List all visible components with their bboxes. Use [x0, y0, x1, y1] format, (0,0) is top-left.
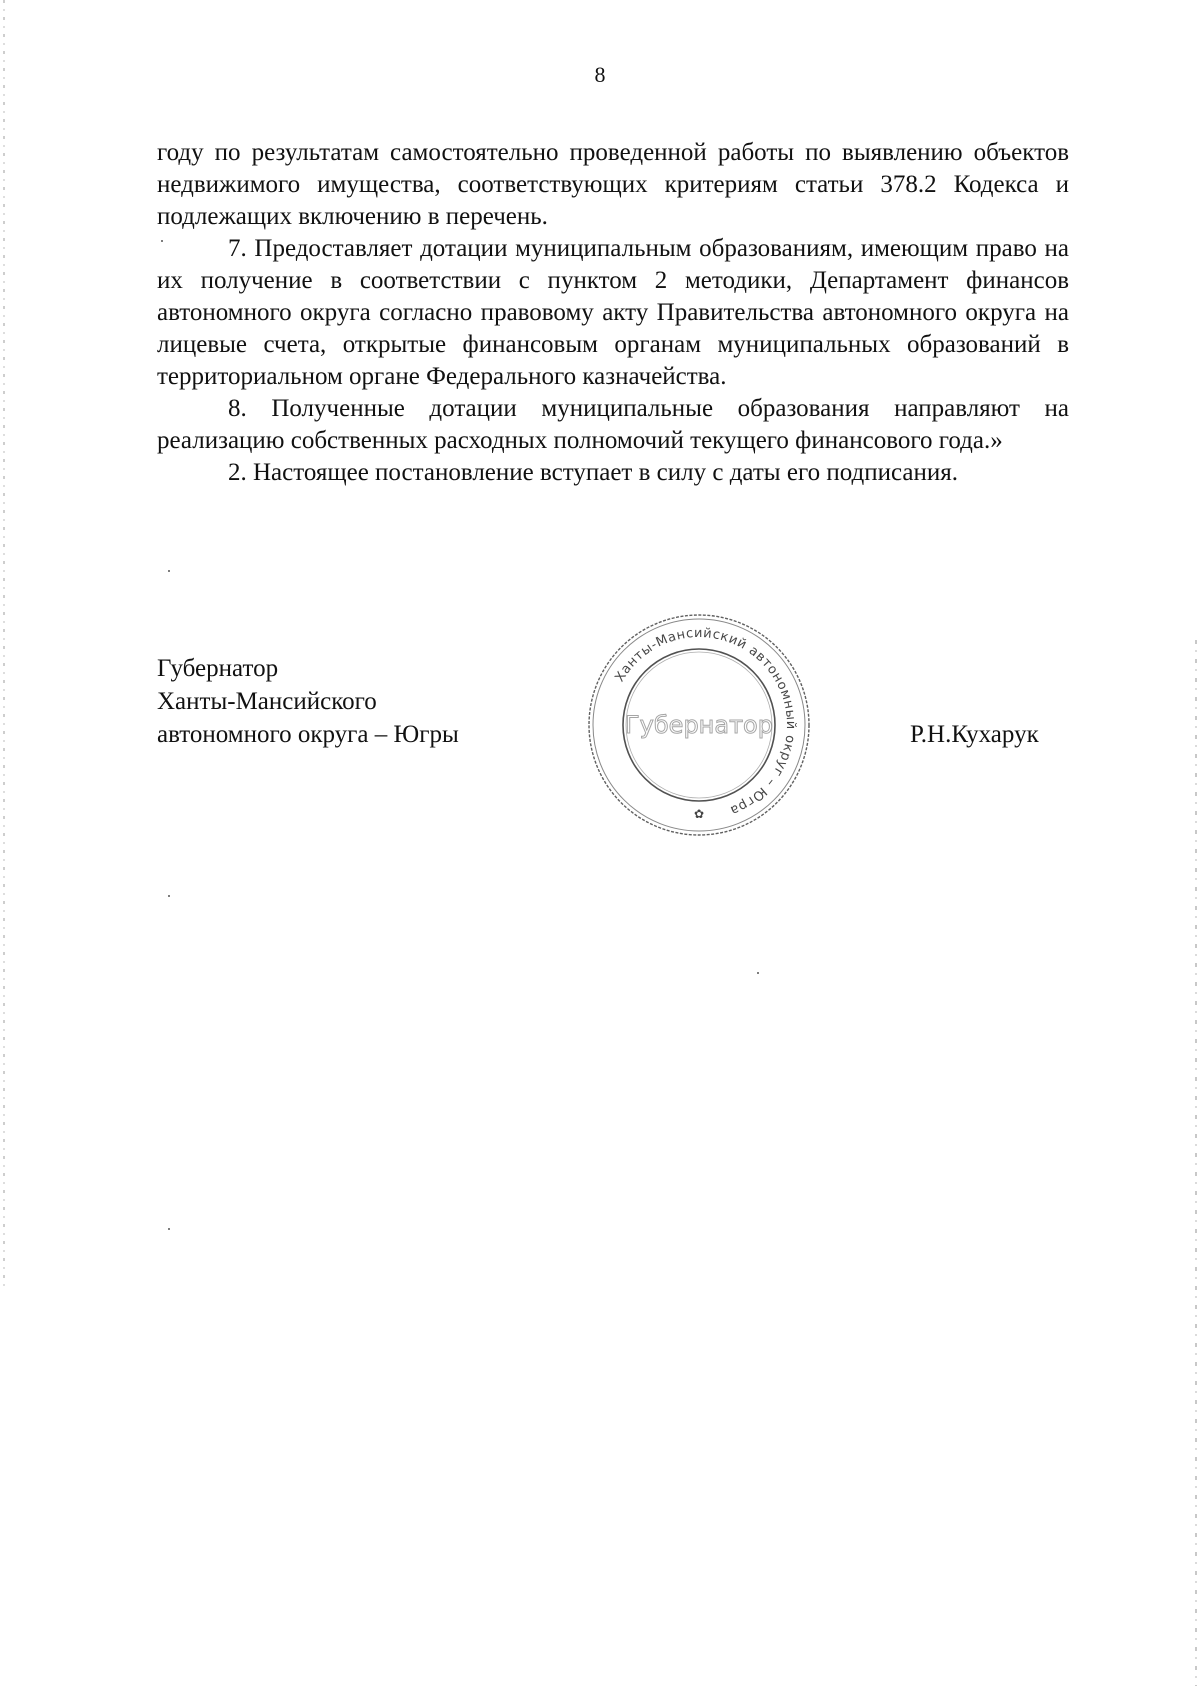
stamp-ring-text: Ханты-Мансийский автономный округ – Югра [612, 625, 799, 818]
paragraph-item-8: 8. Полученные дотации муниципальные образования направляют на реализацию собственных расходных полномочий текущего финансового года.» [157, 395, 1069, 454]
scan-speck [168, 895, 170, 897]
stamp-center-text: Губернатор [625, 711, 773, 739]
scan-speck [168, 1228, 170, 1230]
scan-speck [161, 240, 163, 242]
signatory-name: Р.Н.Кухарук [910, 721, 1039, 748]
signatory-position-line: Губернатор [157, 655, 279, 682]
paragraph-continuation: году по результатам самостоятельно проведенной работы по выявлению объектов недвижимого имущества, соответствующих критериям статьи 378.2 Кодекса и подлежащих включению в перечень. [157, 139, 1069, 230]
star-icon: ✿ [693, 807, 705, 821]
signatory-position-line: автономного округа – Югры [157, 721, 459, 748]
page-number: 8 [594, 62, 606, 87]
document-body [157, 137, 1069, 489]
paragraph-item-7: 7. Предоставляет дотации муниципальным образованиям, имеющим право на их получение в соответствии с пунктом 2 методики, Департамент финансов автономного округа согласно правовому акту Правительства автономного округа на лицевые счета, открытые финансовым органам муниципальных образований в территориальном органе Федерального казначейства. [157, 235, 1069, 390]
paragraph-effective-date: 2. Настоящее постановление вступает в силу с даты его подписания. [228, 459, 958, 486]
scan-edge-artifact-right [1195, 640, 1197, 1686]
scan-speck [168, 570, 170, 572]
signatory-position [157, 652, 459, 751]
scan-speck [757, 972, 759, 974]
signatory-position-line: Ханты-Мансийского [157, 688, 377, 715]
scan-edge-artifact-left [3, 0, 5, 1290]
official-seal-stamp [586, 612, 812, 838]
